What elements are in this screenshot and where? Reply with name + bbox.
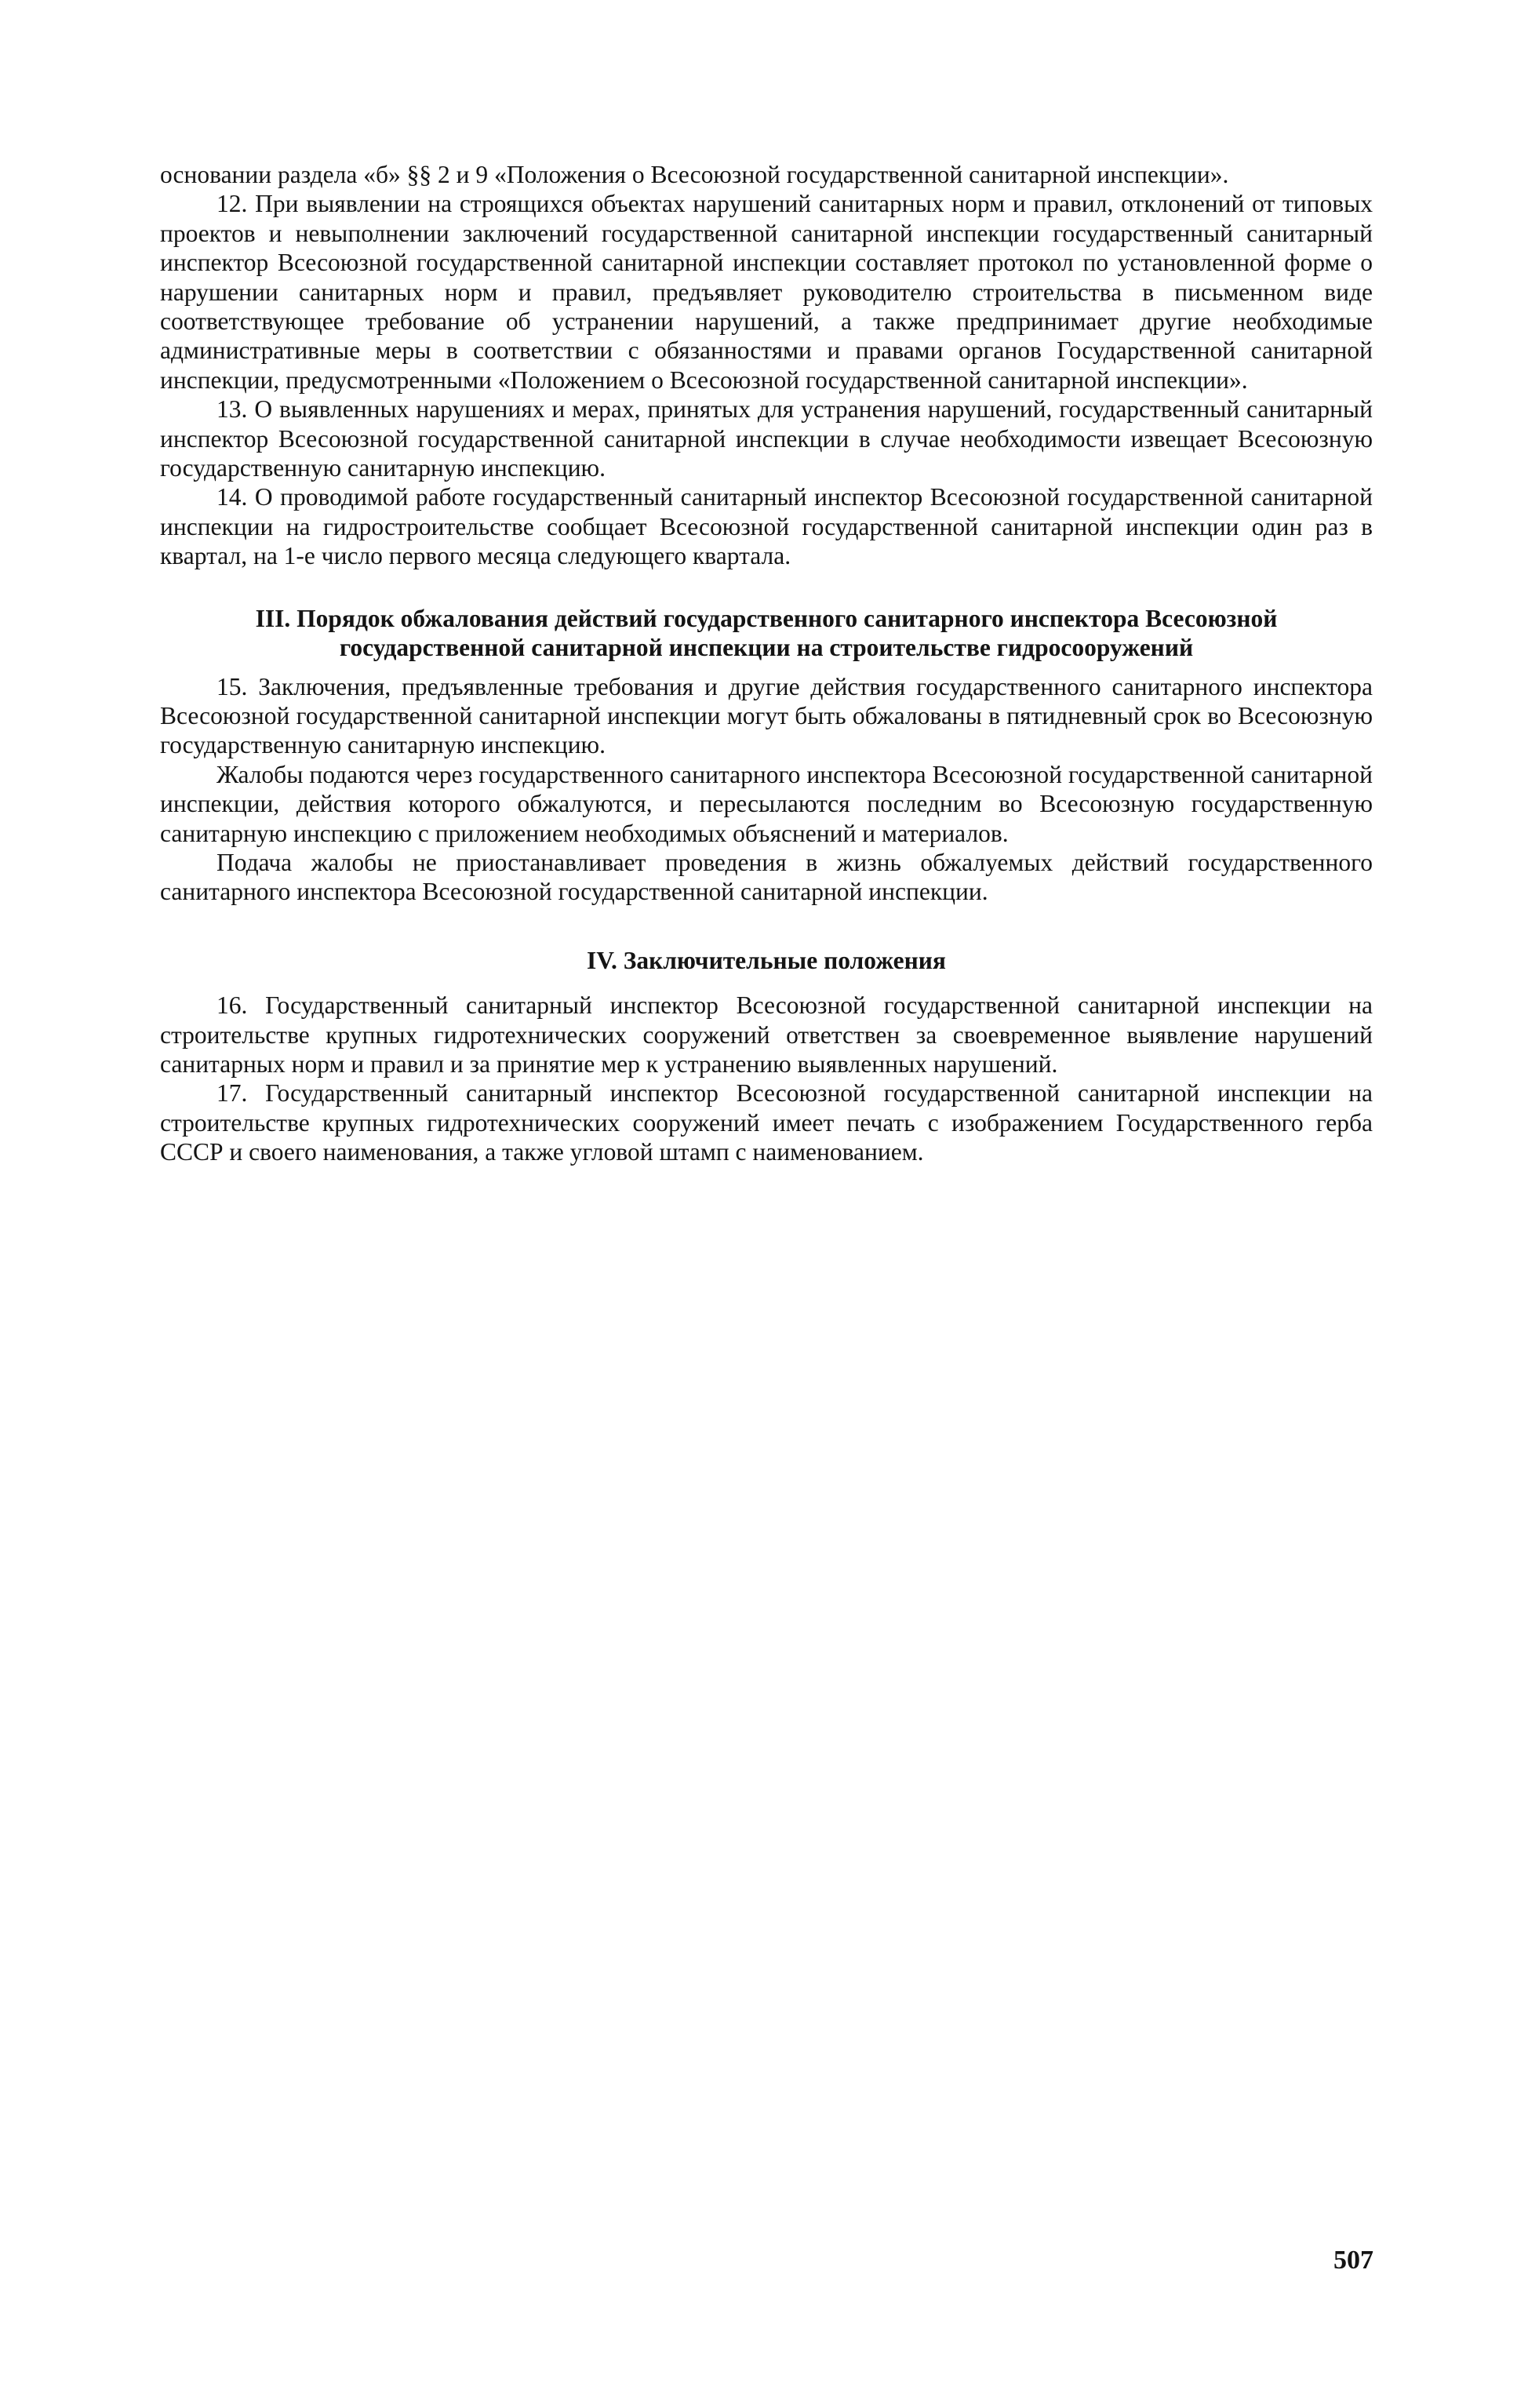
page-number: 507 — [1333, 2246, 1373, 2275]
section-3-heading: III. Порядок обжалования действий государственного санитарного инспектора Всесоюзной государственной санитарной инспекции на строительстве гидросооружений — [255, 604, 1278, 662]
section-4-heading: IV. Заключительные положения — [587, 946, 946, 974]
document-page — [160, 160, 1373, 1167]
paragraph-15: 15. Заключения, предъявленные требования и другие действия государственного санитарного инспектора Всесоюзной государственной санитарной инспекции могут быть обжалованы в пятидневный срок во Всесоюзную государственную санитарную инспекцию. — [160, 672, 1373, 759]
intro-paragraph: основании раздела «б» §§ 2 и 9 «Положения о Всесоюзной государственной санитарной инспекции». — [160, 161, 1229, 188]
paragraph-complaint-suspension: Подача жалобы не приостанавливает проведения в жизнь обжалуемых действий государственного санитарного инспектора Всесоюзной государственной санитарной инспекции. — [160, 848, 1373, 906]
paragraph-12: 12. При выявлении на строящихся объектах нарушений санитарных норм и правил, отклонений от типовых проектов и невыполнении заключений государственной санитарной инспекции государственный санитарный инспектор Всесоюзной государственной санитарной инспекции составляет протокол по установленной форме о нарушении санитарных норм и правил, предъявляет руководителю строительства в письменном виде соответствующее требование об устранении нарушений, а также предпринимает другие необходимые административные меры в соответствии с обязанностями и правами органов Государственной санитарной инспекции, предусмотренными «Положением о Всесоюзной государственной санитарной инспекции». — [160, 190, 1373, 394]
paragraph-14: 14. О проводимой работе государственный санитарный инспектор Всесоюзной государственной санитарной инспекции на гидростроительстве сообщает Всесоюзной государственной санитарной инспекции один раз в квартал, на 1-е число первого месяца следующего квартала. — [160, 483, 1373, 570]
paragraph-17: 17. Государственный санитарный инспектор Всесоюзной государственной санитарной инспекции на строительстве крупных гидротехнических сооружений имеет печать с изображением Государственного герба СССР и своего наименования, а также угловой штамп с наименованием. — [160, 1079, 1373, 1166]
paragraph-complaints: Жалобы подаются через государственного санитарного инспектора Всесоюзной государственной санитарной инспекции, действия которого обжалуются, и пересылаются последним во Всесоюзную государственную санитарную инспекцию с приложением необходимых объяснений и материалов. — [160, 760, 1373, 847]
paragraph-13: 13. О выявленных нарушениях и мерах, принятых для устранения нарушений, государственный санитарный инспектор Всесоюзной государственной санитарной инспекции в случае необходимости извещает Всесоюзную государственную санитарную инспекцию. — [160, 395, 1373, 482]
paragraph-16: 16. Государственный санитарный инспектор Всесоюзной государственной санитарной инспекции на строительстве крупных гидротехнических сооружений ответствен за своевременное выявление нарушений санитарных норм и правил и за принятие мер к устранению выявленных нарушений. — [160, 991, 1373, 1078]
